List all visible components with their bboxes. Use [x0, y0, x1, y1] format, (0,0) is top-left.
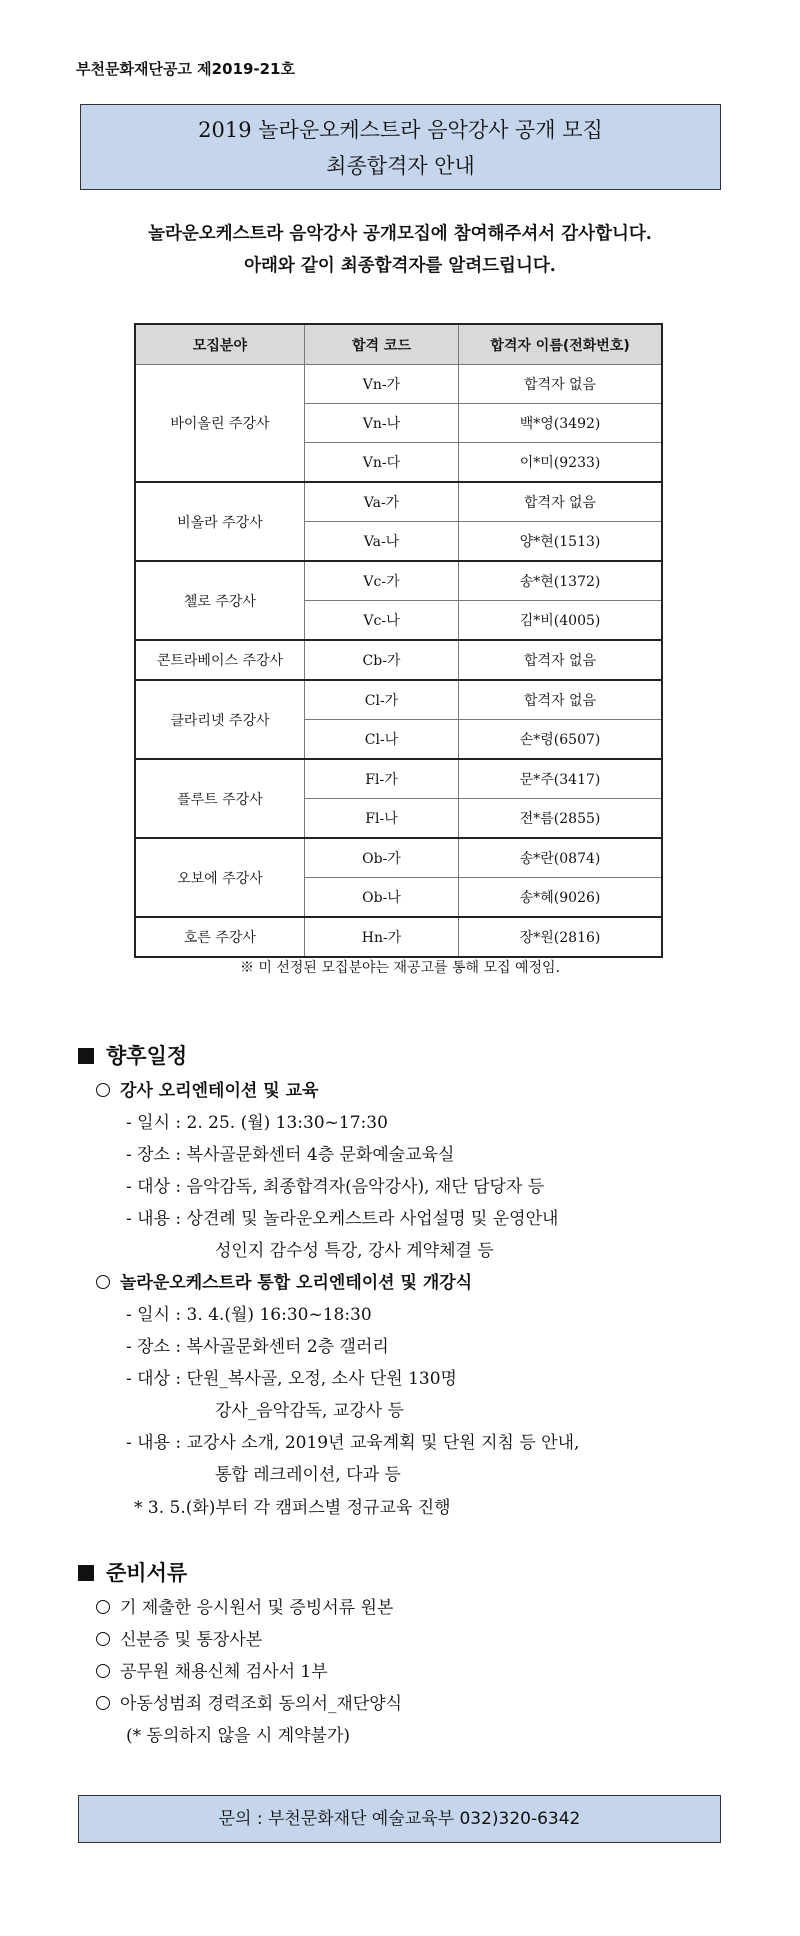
document-item [96, 1625, 262, 1650]
code-cell: Fl-나 [304, 799, 458, 839]
schedule-note: * 3. 5.(화)부터 각 캠퍼스별 정규교육 진행 [134, 1498, 451, 1518]
document-item [96, 1593, 393, 1618]
name-cell: 합격자 없음 [459, 640, 662, 680]
schedule-item-1-place: - 장소 : 복사골문화센터 4층 문화예술교육실 [126, 1145, 455, 1165]
schedule-item-2-content-cont: 통합 레크레이션, 다과 등 [215, 1465, 401, 1485]
name-cell: 송*란(0874) [459, 838, 662, 878]
document-item-text: 공무원 채용신체 검사서 1부 [120, 1662, 328, 1682]
schedule-item-1-date: - 일시 : 2. 25. (월) 13:30~17:30 [126, 1113, 388, 1133]
schedule-item-1-title [96, 1076, 318, 1101]
field-cell: 호른 주강사 [135, 917, 304, 957]
code-cell: Fl-가 [304, 759, 458, 799]
name-cell: 김*비(4005) [459, 601, 662, 641]
code-cell: Cb-가 [304, 640, 458, 680]
circle-bullet-icon [96, 1275, 110, 1289]
schedule-item-1-content: - 내용 : 상견례 및 놀라운오케스트라 사업설명 및 운영안내 [126, 1209, 559, 1229]
field-cell: 플루트 주강사 [135, 759, 304, 838]
intro-line-2: 아래와 같이 최종합격자를 알려드립니다. [244, 256, 556, 276]
name-cell: 송*현(1372) [459, 561, 662, 601]
documents-heading [78, 1557, 187, 1587]
intro-text [0, 218, 800, 282]
schedule-heading-text: 향후일정 [106, 1044, 188, 1068]
document-item [96, 1657, 328, 1682]
name-cell: 송*혜(9026) [459, 878, 662, 918]
results-body [135, 365, 662, 958]
documents-heading-text: 준비서류 [106, 1561, 188, 1585]
code-cell: Vc-나 [304, 601, 458, 641]
field-cell: 바이올린 주강사 [135, 365, 304, 483]
name-cell: 손*령(6507) [459, 720, 662, 760]
schedule-heading [78, 1040, 187, 1070]
table-header-row [135, 324, 662, 365]
table-row [135, 680, 662, 720]
field-cell: 콘트라베이스 주강사 [135, 640, 304, 680]
table-row [135, 640, 662, 680]
code-cell: Vn-다 [304, 443, 458, 483]
name-cell: 양*현(1513) [459, 522, 662, 562]
field-cell: 첼로 주강사 [135, 561, 304, 640]
code-cell: Cl-나 [304, 720, 458, 760]
square-bullet-icon [78, 1565, 94, 1581]
code-cell: Va-나 [304, 522, 458, 562]
document-item-text: 기 제출한 응시원서 및 증빙서류 원본 [120, 1598, 394, 1618]
schedule-item-1-target: - 대상 : 음악감독, 최종합격자(음악강사), 재단 담당자 등 [126, 1177, 545, 1197]
circle-bullet-icon [96, 1632, 110, 1646]
table-row [135, 482, 662, 522]
name-cell: 문*주(3417) [459, 759, 662, 799]
schedule-item-1-title-text: 강사 오리엔테이션 및 교육 [120, 1081, 319, 1101]
code-cell: Vc-가 [304, 561, 458, 601]
table-row [135, 917, 662, 957]
schedule-item-1-content-cont: 성인지 감수성 특강, 강사 계약체결 등 [215, 1241, 494, 1261]
document-item-text: 신분증 및 통장사본 [120, 1630, 263, 1650]
title-line-1: 2019 놀라운오케스트라 음악강사 공개 모집 [198, 118, 603, 142]
code-cell: Ob-나 [304, 878, 458, 918]
field-cell: 비올라 주강사 [135, 482, 304, 561]
name-cell: 백*영(3492) [459, 404, 662, 443]
results-table [134, 323, 663, 958]
table-row [135, 759, 662, 799]
notice-number: 부천문화재단공고 제2019-21호 [76, 60, 295, 78]
contact-box: 문의 : 부천문화재단 예술교육부 032)320-6342 [78, 1795, 721, 1843]
document-note: (* 동의하지 않을 시 계약불가) [126, 1726, 351, 1746]
document-item-text: 아동성범죄 경력조회 동의서_재단양식 [120, 1694, 403, 1714]
header-code: 합격 코드 [304, 324, 458, 365]
code-cell: Cl-가 [304, 680, 458, 720]
name-cell: 합격자 없음 [459, 365, 662, 404]
schedule-item-2-content: - 내용 : 교강사 소개, 2019년 교육계획 및 단원 지침 등 안내, [126, 1433, 580, 1453]
schedule-item-2-target-cont: 강사_음악감독, 교강사 등 [215, 1401, 404, 1421]
code-cell: Va-가 [304, 482, 458, 522]
schedule-item-2-title [96, 1268, 472, 1293]
table-row [135, 365, 662, 404]
circle-bullet-icon [96, 1664, 110, 1678]
field-cell: 클라리넷 주강사 [135, 680, 304, 759]
field-cell: 오보에 주강사 [135, 838, 304, 917]
name-cell: 합격자 없음 [459, 680, 662, 720]
circle-bullet-icon [96, 1083, 110, 1097]
table-row [135, 561, 662, 601]
table-row [135, 838, 662, 878]
name-cell: 합격자 없음 [459, 482, 662, 522]
document-item [96, 1689, 402, 1714]
intro-line-1: 놀라운오케스트라 음악강사 공개모집에 참여해주셔서 감사합니다. [148, 224, 652, 244]
schedule-item-2-date: - 일시 : 3. 4.(월) 16:30~18:30 [126, 1305, 372, 1325]
schedule-item-2-title-text: 놀라운오케스트라 통합 오리엔테이션 및 개강식 [120, 1273, 473, 1293]
title-line-2: 최종합격자 안내 [326, 154, 475, 178]
square-bullet-icon [78, 1048, 94, 1064]
code-cell: Vn-나 [304, 404, 458, 443]
name-cell: 이*미(9233) [459, 443, 662, 483]
code-cell: Vn-가 [304, 365, 458, 404]
title-box [80, 104, 721, 190]
name-cell: 장*원(2816) [459, 917, 662, 957]
name-cell: 전*름(2855) [459, 799, 662, 839]
header-name: 합격자 이름(전화번호) [459, 324, 662, 365]
code-cell: Ob-가 [304, 838, 458, 878]
code-cell: Hn-가 [304, 917, 458, 957]
schedule-item-2-place: - 장소 : 복사골문화센터 2층 갤러리 [126, 1337, 389, 1357]
header-field: 모집분야 [135, 324, 304, 365]
table-footnote: ※ 미 선정된 모집분야는 재공고를 통해 모집 예정임. [239, 960, 561, 976]
circle-bullet-icon [96, 1600, 110, 1614]
schedule-item-2-target: - 대상 : 단원_복사골, 오정, 소사 단원 130명 [126, 1369, 457, 1389]
circle-bullet-icon [96, 1696, 110, 1710]
